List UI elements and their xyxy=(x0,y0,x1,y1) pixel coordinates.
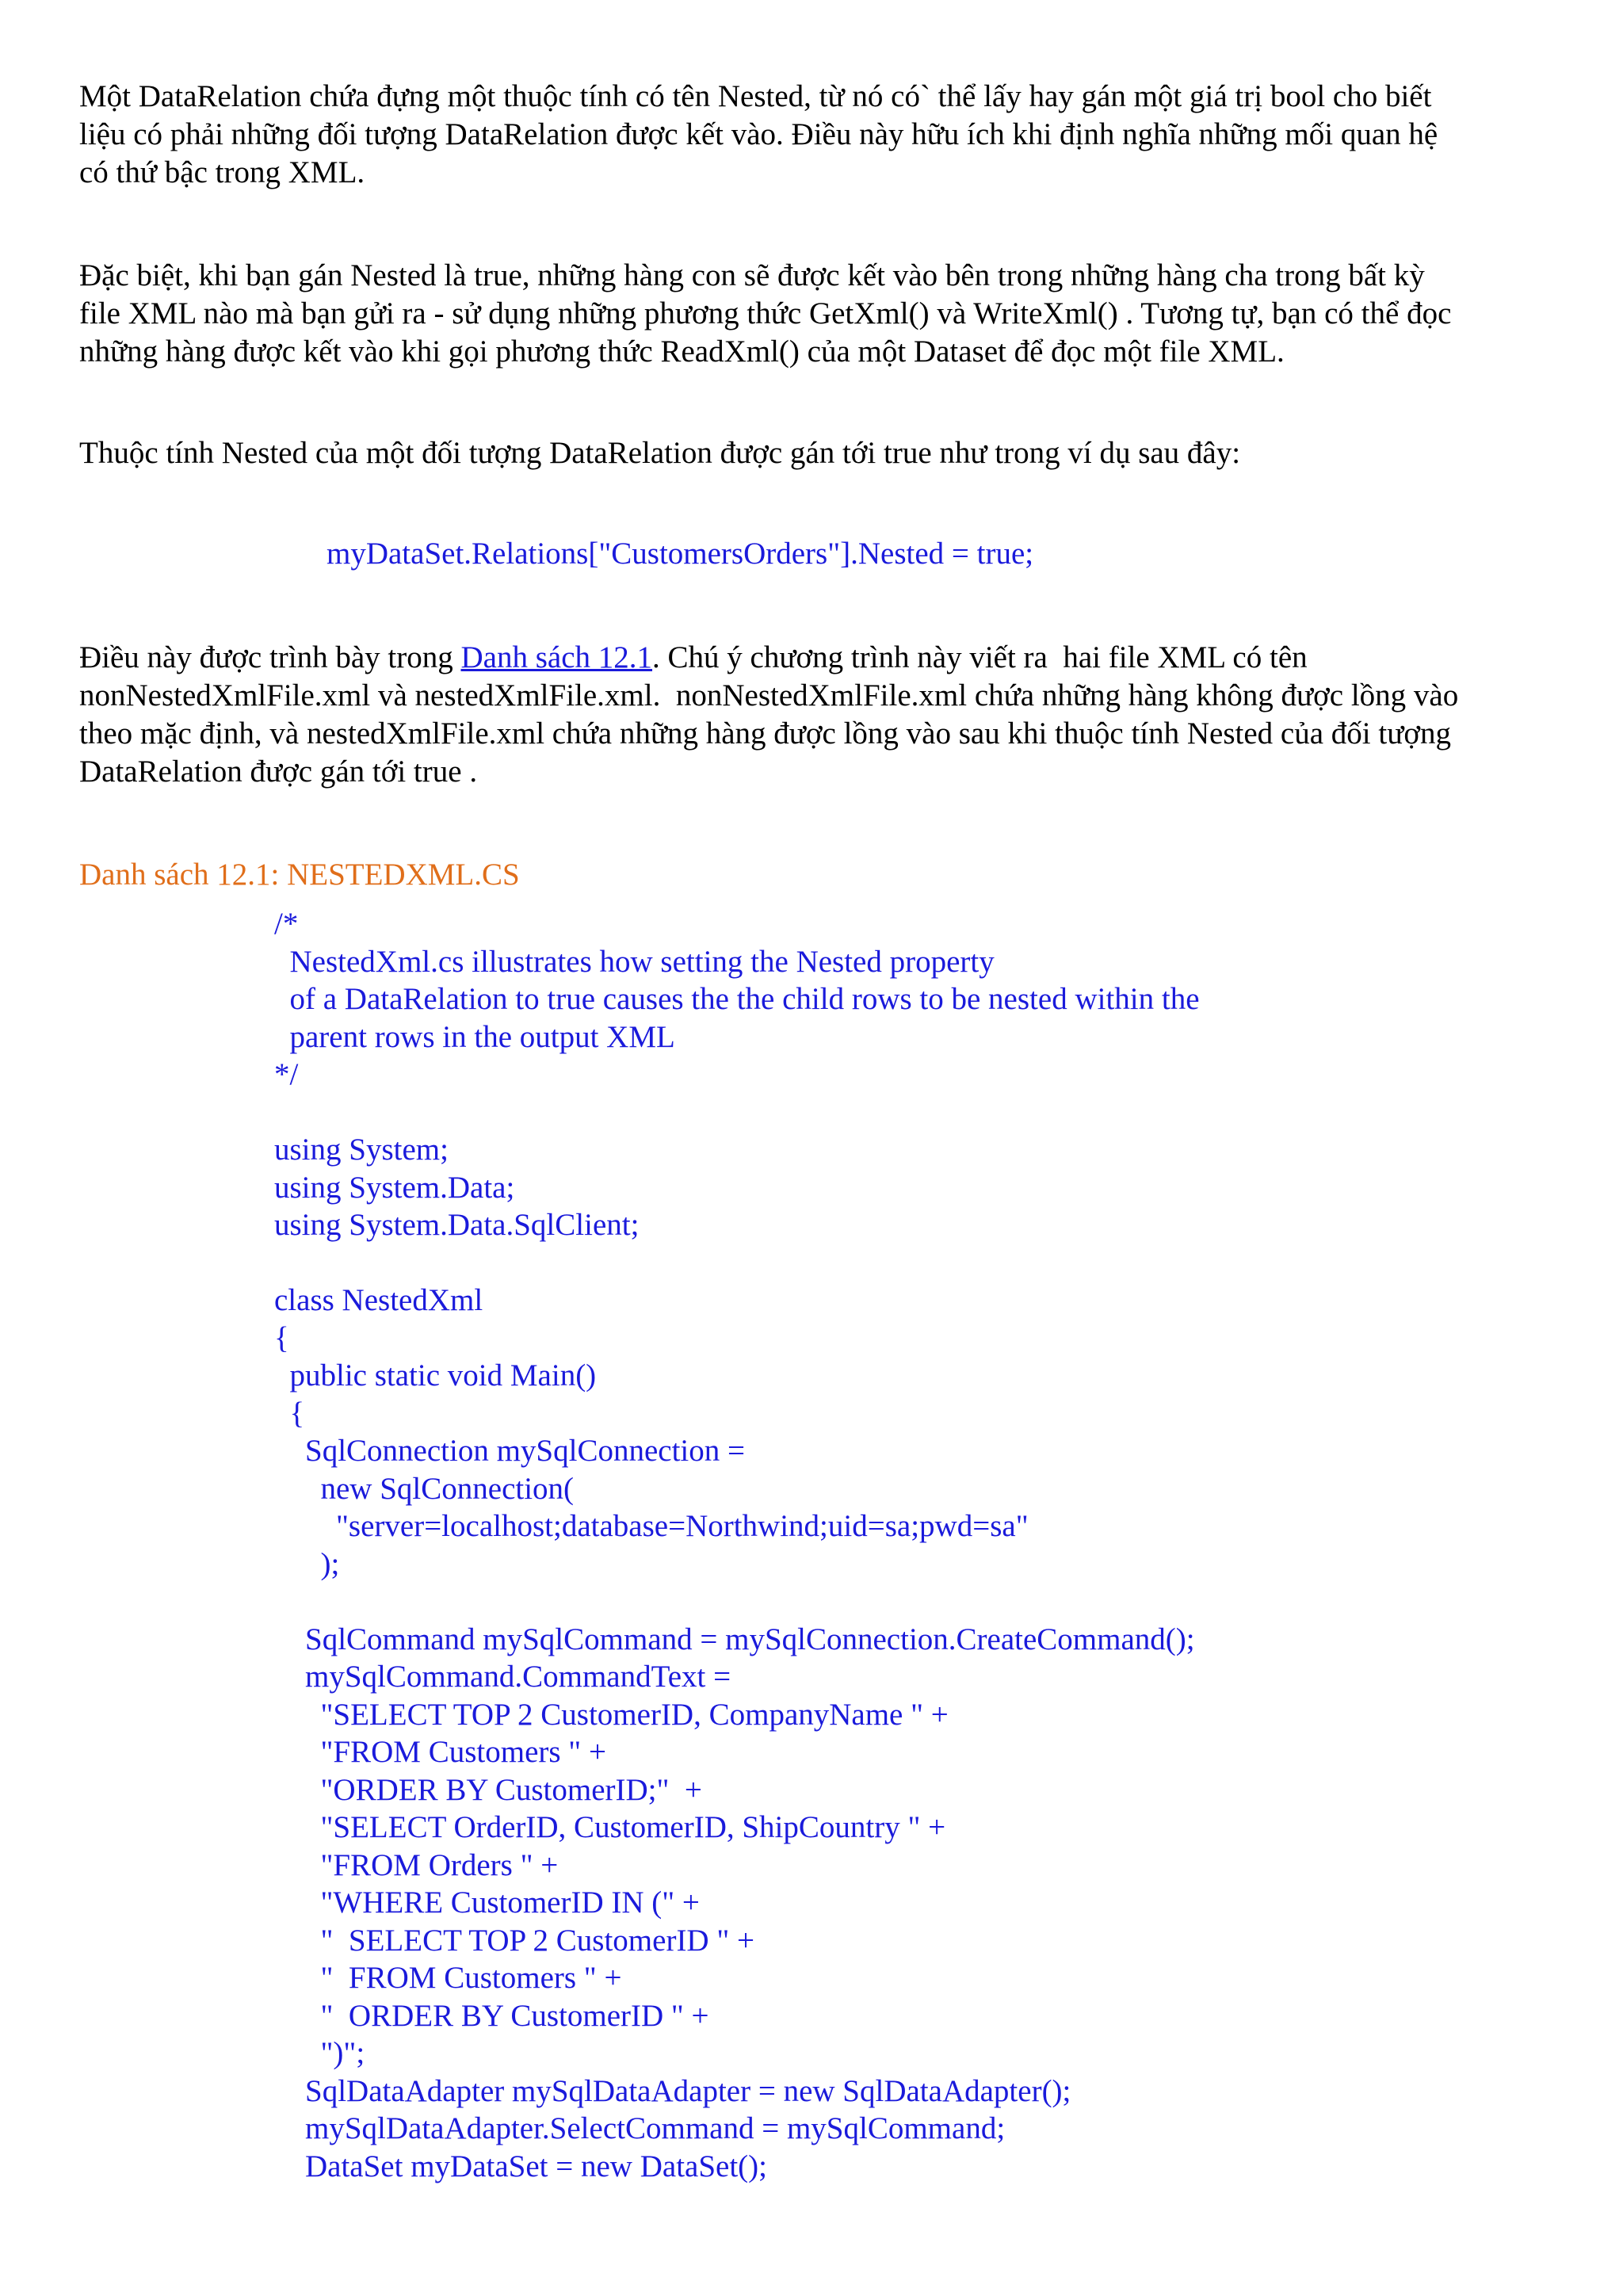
paragraph-nested-example-intro: Thuộc tính Nested của một đối tượng DataRelation được gán tới true như trong ví dụ sau đây: xyxy=(79,436,1241,470)
code-line: "FROM Customers " + xyxy=(274,1735,606,1769)
paragraph-listing-description xyxy=(79,639,1458,791)
code-line: /* xyxy=(274,907,299,941)
code-line: ")"; xyxy=(274,2036,365,2070)
code-line xyxy=(274,1094,1200,1132)
code-line: { xyxy=(274,1320,289,1355)
code-line: "ORDER BY CustomerID;" + xyxy=(274,1772,702,1807)
code-line: SqlDataAdapter mySqlDataAdapter = new SqlDataAdapter(); xyxy=(274,2073,1071,2108)
code-line: "WHERE CustomerID IN (" + xyxy=(274,1885,700,1920)
code-line xyxy=(274,1244,1200,1282)
code-line: mySqlDataAdapter.SelectCommand = mySqlCommand; xyxy=(274,2111,1006,2145)
code-line: " SELECT TOP 2 CustomerID " + xyxy=(274,1923,755,1958)
code-line: "SELECT TOP 2 CustomerID, CompanyName " + xyxy=(274,1697,949,1732)
code-line: "SELECT OrderID, CustomerID, ShipCountry " + xyxy=(274,1810,946,1844)
code-line: public static void Main() xyxy=(274,1358,597,1392)
code-line: using System.Data.SqlClient; xyxy=(274,1208,640,1242)
code-line: using System.Data; xyxy=(274,1170,515,1205)
paragraph-nested-property-intro: Một DataRelation chứa đựng một thuộc tính có tên Nested, từ nó có` thể lấy hay gán một giá trị bool cho biết liệu có phải những đối tượng DataRelation được kết vào. Điều này hữu ích khi định nghĩa những mối quan hệ có thứ bậc trong XML. xyxy=(79,79,1438,189)
code-line: "FROM Orders " + xyxy=(274,1847,559,1882)
listing-link[interactable]: Danh sách 12.1 xyxy=(460,640,653,674)
code-line: " ORDER BY CustomerID " + xyxy=(274,1998,709,2033)
paragraph-listing-description-start: Điều này được trình bày trong xyxy=(79,640,461,674)
listing-heading: Danh sách 12.1: NESTEDXML.CS xyxy=(79,858,520,892)
paragraph-nested-true-behavior: Đặc biệt, khi bạn gán Nested là true, những hàng con sẽ được kết vào bên trong những hàng cha trong bất kỳ file XML nào mà bạn gửi ra - sử dụng những phương thức GetXml() và WriteXml() . Tương tự, bạn có thể đọc những hàng được kết vào khi gọi phương thức ReadXml() của một Dataset để đọc một file XML. xyxy=(79,258,1452,369)
code-line: mySqlCommand.CommandText = xyxy=(274,1660,731,1694)
code-line: class NestedXml xyxy=(274,1283,483,1317)
code-line: "server=localhost;database=Northwind;uid=sa;pwd=sa" xyxy=(274,1509,1029,1543)
code-line: { xyxy=(274,1396,305,1431)
code-line: SqlConnection mySqlConnection = xyxy=(274,1434,745,1468)
code-line: DataSet myDataSet = new DataSet(); xyxy=(274,2149,767,2183)
nested-example-code: myDataSet.Relations["CustomersOrders"].Nested = true; xyxy=(327,537,1034,571)
code-line: parent rows in the output XML xyxy=(274,1019,675,1054)
code-line: using System; xyxy=(274,1133,449,1167)
listing-code-block xyxy=(274,905,1200,2185)
code-line: SqlCommand mySqlCommand = mySqlConnection.CreateCommand(); xyxy=(274,1622,1195,1656)
code-line: ); xyxy=(274,1546,340,1581)
paragraph-listing-description-end: . Chú ý chương trình này viết ra hai file XML có tên nonNestedXmlFile.xml và nestedXmlFile.xml. nonNestedXmlFile.xml chứa những hàng không được lồng vào theo mặc định, và nestedXmlFile.xml chứa những hàng được lồng vào sau khi thuộc tính Nested của đối tượng DataRelation được gán tới true . xyxy=(79,640,1459,789)
code-line: new SqlConnection( xyxy=(274,1471,575,1506)
code-line: " FROM Customers " + xyxy=(274,1961,622,1995)
code-line: of a DataRelation to true causes the the child rows to be nested within the xyxy=(274,982,1200,1016)
code-line xyxy=(274,1583,1200,1621)
code-line: NestedXml.cs illustrates how setting the Nested property xyxy=(274,944,995,979)
code-line: */ xyxy=(274,1057,299,1091)
